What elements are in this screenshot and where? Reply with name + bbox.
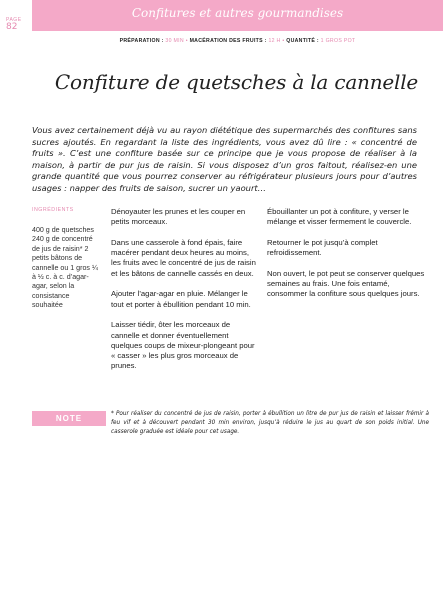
ingredients-list: 400 g de quetsches 240 g de concentré de jus de raisin* 2 petits bâtons de cannelle ou 1 gros ¼ à ½ c. à c. d’agar-agar, selon la consistance souhaitée	[32, 226, 98, 310]
quantity-label: QUANTITÉ :	[286, 38, 319, 44]
step-4: Laisser tiédir, ôter les morceaux de cannelle et donner éventuellement quelques coups de mixeur-plongeant pour « casser » les plus gros morceaux de prunes.	[111, 320, 255, 371]
meta-separator: •	[185, 38, 188, 44]
step-3: Ajouter l’agar-agar en pluie. Mélanger le tout et porter à ébullition pendant 10 min.	[111, 289, 251, 309]
maceration-label: MACÉRATION DES FRUITS :	[189, 38, 267, 44]
recipe-meta	[32, 38, 443, 44]
page-label: PAGE	[6, 17, 22, 23]
chapter-title: Confitures et autres gourmandises	[131, 6, 344, 20]
step-7: Non ouvert, le pot peut se conserver quelques semaines au frais. Une fois entamé, consommer la confiture sous quelques jours.	[267, 268, 425, 299]
note-badge: NOTE	[32, 411, 106, 426]
header-bar	[32, 0, 443, 31]
maceration-value: 12 H	[268, 38, 281, 44]
quantity-value: 1 GROS POT	[320, 38, 356, 44]
prep-label: PRÉPARATION :	[119, 38, 164, 44]
page-number: 82	[6, 22, 18, 32]
step-1: Dénoyauter les prunes et les couper en petits morceaux.	[111, 207, 246, 227]
recipe-intro: Vous avez certainement déjà vu au rayon diététique des supermarchés des confitures sans sucres ajoutés. En regardant la liste des ingrédients, vous avez dû lire : « concentré de fruits ». C’est une confiture basée sur ce principe que je vous propose de réaliser à la maison, à partir de pur jus de raisin. Si vous disposez d’un gros faitout, réalisez-en une grande quantité que vous pourrez conserver au réfrigérateur plusieurs jours pour d’autres usages : napper des fruits de saison, sucrer un yaourt…	[32, 125, 417, 193]
note-text: * Pour réaliser du concentré de jus de raisin, porter à ébullition un litre de pur jus de raisin et laisser frémir à feu vif et à découvert pendant 30 min environ, jusqu’à réduire le jus au quart de son poids initial. Une casserole graduée est idéale pour cet usage.	[111, 411, 429, 435]
steps-column-2	[267, 207, 427, 310]
steps-column-1	[111, 207, 256, 382]
step-5: Ébouillanter un pot à confiture, y verser le mélange et visser fermement le couvercle.	[267, 207, 412, 227]
meta-separator: •	[282, 38, 285, 44]
step-2: Dans une casserole à fond épais, faire macérer pendant deux heures au moins, les fruits avec le concentré de jus de raisin et les bâtons de cannelle cassés en deux.	[111, 237, 256, 278]
step-6: Retourner le pot jusqu’à complet refroidissement.	[267, 237, 378, 258]
prep-value: 30 MIN	[165, 38, 184, 44]
ingredients-heading: INGRÉDIENTS	[32, 207, 74, 213]
recipe-title: Confiture de quetsches à la cannelle	[54, 70, 419, 94]
